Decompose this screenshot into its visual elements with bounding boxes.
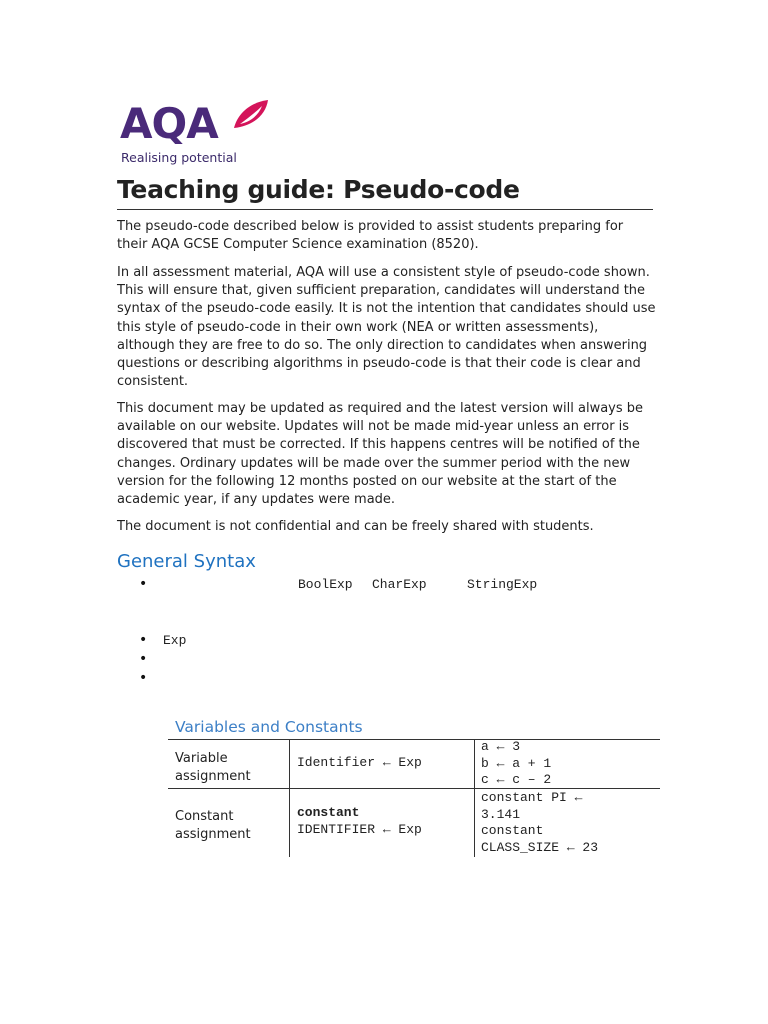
logo-tagline: Realising potential xyxy=(121,150,237,165)
bullet-marker: • xyxy=(139,576,148,592)
syntax-term-boolexp: BoolExp xyxy=(298,577,353,592)
logo-leaf-icon xyxy=(230,98,270,132)
table-column-divider xyxy=(289,739,290,857)
section-heading-general-syntax: General Syntax xyxy=(117,551,256,572)
bullet-marker: • xyxy=(139,651,148,667)
bullet-marker: • xyxy=(139,670,148,686)
page-title: Teaching guide: Pseudo-code xyxy=(117,174,653,210)
table-row-example: a ← 3 b ← a + 1 c ← c – 2 xyxy=(481,739,552,787)
intro-paragraph-3: This document may be updated as required and the latest version will always be available on our website. Updates will not be made mid-year unless an error is discovered that must be corrected. If this happens centres will be notified of the changes. Ordinary updates will be made over the summer period with the new version for the following 12 months posted on our website at the start of the academic year, if any updates were made. xyxy=(117,401,644,508)
subsection-heading-variables-constants: Variables and Constants xyxy=(175,718,363,736)
intro-paragraph-2: In all assessment material, AQA will use a consistent style of pseudo-code shown. This will ensure that, given sufficient preparation, candidates will understand the syntax of the pseudo-code easily. It is not the intention that candidates should use this style of pseudo-code in their own work (NEA or written assessments), although they are free to do so. The only direction to candidates when answering questions or describing algorithms in pseudo-code is that their code is clear and consistent. xyxy=(117,265,656,390)
intro-paragraph-1: The pseudo-code described below is provided to assist students preparing for their AQA GCSE Computer Science examination (8520). xyxy=(117,219,624,253)
table-rule xyxy=(168,788,660,789)
variables-constants-table xyxy=(168,739,660,857)
logo-wordmark: AQA xyxy=(120,99,218,148)
table-row-syntax-keyword: constant xyxy=(297,805,360,820)
aqa-logo xyxy=(120,98,280,168)
syntax-term-charexp: CharExp xyxy=(372,577,427,592)
table-row-label: Variable assignment xyxy=(175,751,251,784)
syntax-term-stringexp: StringExp xyxy=(467,577,538,592)
table-rule xyxy=(168,739,660,740)
table-row-label: Constant assignment xyxy=(175,809,251,842)
table-row-syntax: IDENTIFIER ← Exp xyxy=(297,822,422,837)
table-row-syntax: Identifier ← Exp xyxy=(297,755,422,770)
syntax-term-exp: Exp xyxy=(163,633,187,648)
table-row-example: constant PI ← 3.141 constant CLASS_SIZE ← 23 xyxy=(481,790,599,855)
bullet-marker: • xyxy=(139,632,148,648)
table-column-divider xyxy=(474,739,475,857)
intro-paragraph-4: The document is not confidential and can be freely shared with students. xyxy=(117,519,594,534)
